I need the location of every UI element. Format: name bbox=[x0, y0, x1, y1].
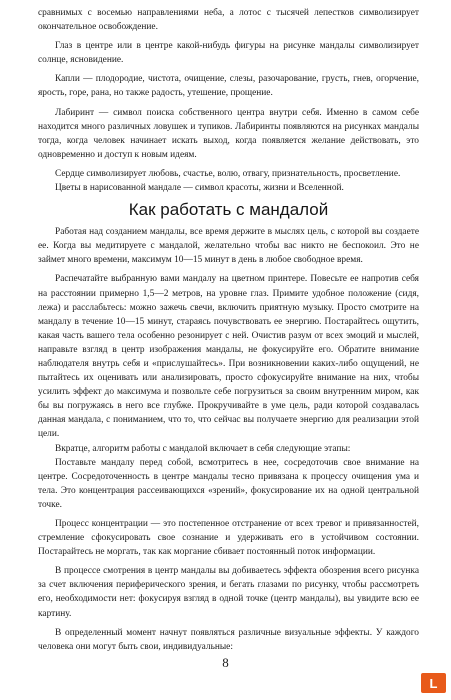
paragraph: Лабиринт — символ поиска собственного центра внутри себя. Именно в самом себе находится много различных ловушек и тупиков. Лабиринты появляются на рисунках мандалы тогда, когда человек начинает искать выход, когда появляется желание действовать, это одновременно и доступ к новым идеям. bbox=[38, 107, 419, 160]
paragraph: Вкратце, алгоритм работы с мандалой включает в себя следующие этапы: bbox=[55, 443, 351, 454]
paragraph: Поставьте мандалу перед собой, всмотритесь в нее, сосредоточив свое внимание на центре. Сосредоточенность в центре мандалы тесно привязана к процессу очищения ума и тела. Это концентрация рассеивающихся «зрений», фокусирование их на одной центральной точке. bbox=[38, 457, 419, 510]
paragraph: Процесс концентрации — это постепенное отстранение от всех тревог и привязанностей, стремление сфокусировать свое сознание и удерживать его в устойчивом состоянии. Постарайтесь не моргать, так как моргание сбивает постоянный поток информации. bbox=[38, 519, 419, 558]
paragraph: сравнимых с восемью направлениями неба, а лотос с тысячей лепестков символизирует окончательное освобождение. bbox=[38, 8, 419, 33]
paragraph: Распечатайте выбранную вами мандалу на цветном принтере. Повесьте ее напротив себя на расстоянии примерно 1,5—2 метров, на уровне глаз. Примите удобное положение (сидя, лежа) и расслабьтесь: можно зажечь свечи, включить приятную музыку. Просто смотрите на мандалу в течение 10—15 минут, стараясь почувствовать ее энергию. Постарайтесь ощутить, какая часть вашего тела особенно резонирует с ней. Очистив разум от всех эмоций и мыслей, направьте взгляд в центр изображения мандалы, не фокусируйте его. Обратите внимание наблюдателя внутрь себя и «прислушайтесь». При возникновении каких-либо ощущений, не пытайтесь их оценивать или анализировать, просто сфокусируйте внимание на них, чтобы усилить эффект до максимума и позвольте себе погрузиться за своим внутренним миром, как бы вы погружаясь в него все глубже. Прокручивайте в уме цель, ради которой создавалась данная мандала, с пониманием, что то, что сейчас вы получаете энергию для реализации этой цели. bbox=[38, 274, 419, 440]
section-heading: Как работать с мандалой bbox=[128, 200, 329, 220]
paragraph: Работая над созданием мандалы, все время держите в мыслях цель, с которой вы создаете ее. Когда вы медитируете с мандалой, желательно чтобы вас никто не беспокоил. Это не займет много времени, максимум 10—15 минут в день в любое свободное время. bbox=[38, 227, 419, 266]
page-number: 8 bbox=[222, 655, 229, 670]
paragraph: Цветы в нарисованной мандале — символ красоты, жизни и Вселенной. bbox=[55, 183, 344, 194]
paragraph: Сердце символизирует любовь, счастье, волю, отвагу, признательность, просветление. bbox=[55, 168, 401, 179]
paragraph: Капли — плодородие, чистота, очищение, слезы, разочарование, грусть, гнев, огорчение, ярость, горе, рана, но также радость, утешение, прощение. bbox=[38, 74, 419, 99]
paragraph: В определенный момент начнут появляться различные визуальные эффекты. У каждого человека они могут быть свои, индивидуальные: bbox=[38, 627, 419, 652]
top-section bbox=[38, 6, 419, 195]
paragraph: В процессе смотрения в центр мандалы вы добиваетесь эффекта обозрения всего рисунка за счет включения периферического зрения, и бегать глазами по рисунку, чтобы рассмотреть его, необходимости нет: фокусируя взгляд в одной точке (центр мандалы), вы увидите всю ее картину. bbox=[38, 566, 419, 619]
logo-letter: L bbox=[429, 675, 438, 691]
main-section bbox=[38, 225, 419, 654]
publisher-logo-icon bbox=[421, 673, 446, 693]
book-page bbox=[38, 6, 419, 654]
paragraph: Глаз в центре или в центре какой-нибудь фигуры на рисунке мандалы символизирует солнце, ясновидение. bbox=[38, 41, 419, 66]
